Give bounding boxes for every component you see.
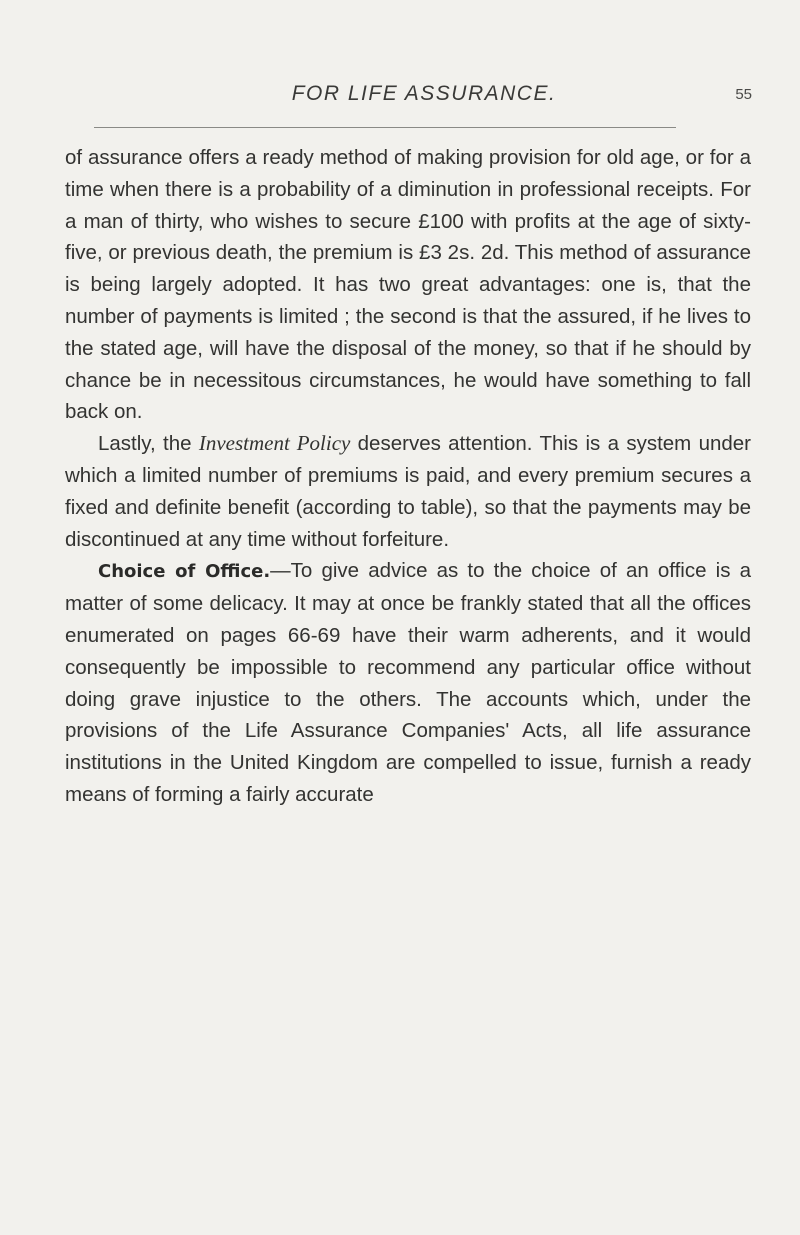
paragraph-text: —To give advice as to the choice of an office is a matter of some delicacy. It may at once be frankly stated that all the offices enumerated on pages 66-69 have their warm adherents, and it would consequently be impossible to recommend any particular office without doing grave injustice to the others. The accounts which, under the provisions of the Life Assurance Companies' Acts, all life assurance institutions in the United Kingdom are compelled to issue, furnish a ready means of forming a fairly accurate [65, 559, 752, 806]
running-title: FOR LIFE ASSURANCE. [291, 82, 557, 105]
paragraph-choice-of-office [65, 555, 751, 810]
body-text [65, 142, 751, 811]
paragraph-text: deserves attention. This is a system under which a limited number of premiums is paid, and every premium secures a fixed and definite benefit (according to table), so that the payments may be discontinued at any time without forfeiture. [65, 432, 751, 551]
paragraph-investment-policy [65, 428, 751, 555]
header-rule [94, 127, 676, 128]
paragraph-continuation: of assurance offers a ready method of making provision for old age, or for a time when there is a probability of a diminution in professional receipts. For a man of thirty, who wishes to secure £100 with profits at the age of sixty-five, or previous death, the premium is £3 2s. 2d. This method of assurance is being largely adopted. It has two great advantages: one is, that the number of payments is limited ; the second is that the assured, if he lives to the stated age, will have the disposal of the money, so that if he should by chance be in necessitous circumstances, he would have something to fall back on. [65, 146, 751, 424]
paragraph-lead: Lastly, the [98, 432, 199, 456]
running-head [64, 82, 754, 112]
page-number: 55 [735, 86, 752, 103]
section-run-in-heading: Choice of Office. [98, 561, 271, 583]
investment-policy-term: Investment Policy [198, 431, 351, 456]
